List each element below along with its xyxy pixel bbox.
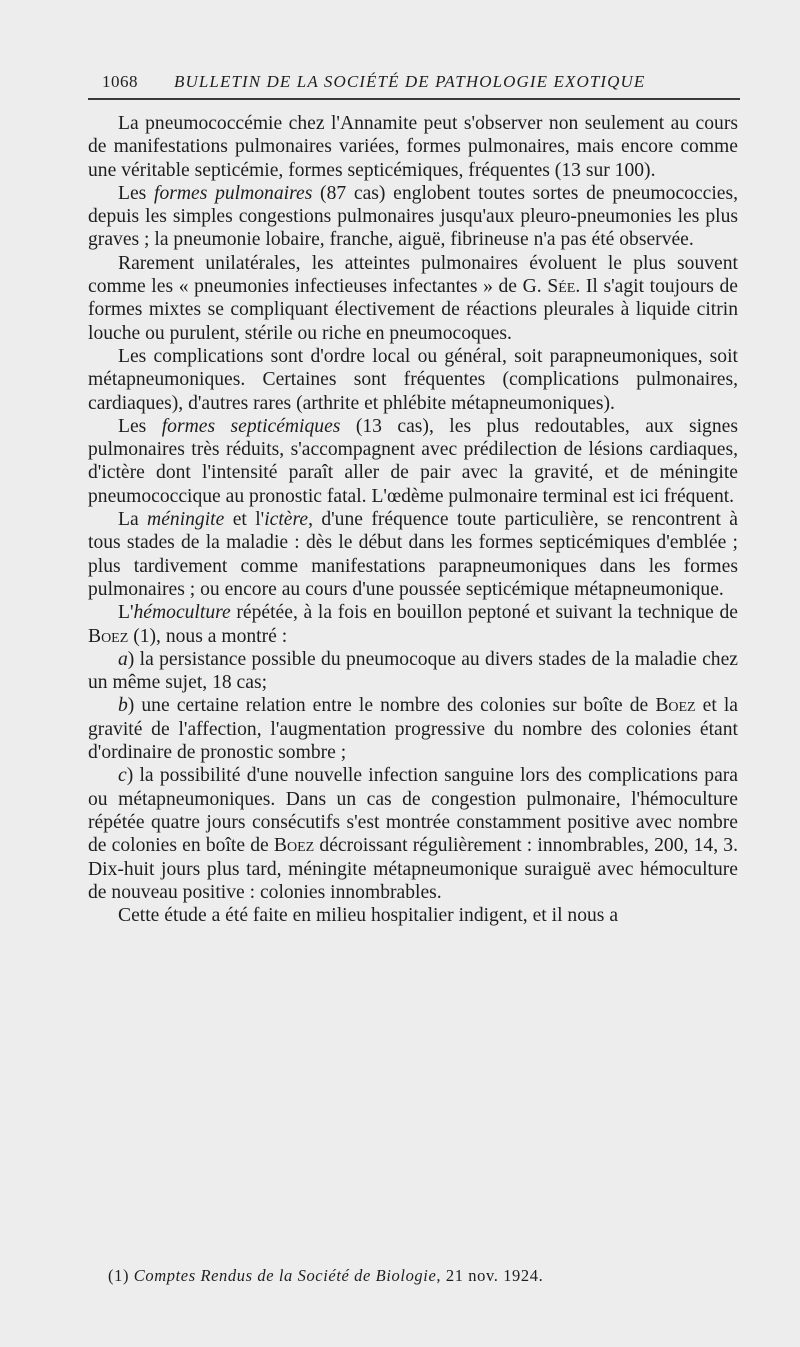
- text-run: (13 cas), les plus redoutables, aux signes pulmonaires très réduits, s'accompagnent avec prédilection de lésions cardiaques, d'ictère dont l'intensité paraît aller de pair avec la gravité, et de méningite pneumococcique au pronostic fatal. L'œdème pulmonaire terminal est ici fréquent.: [88, 415, 738, 507]
- text-run: Les complications sont d'ordre local ou général, soit parapneumoniques, soit métapneumoniques. Certaines sont fréquentes (complications pulmonaires, cardiaques), d'autres rares (arthrite et phlébite métapneumoniques).: [88, 345, 738, 414]
- paragraph: [88, 112, 738, 182]
- text-run: et la gravité de l'affection, l'augmentation progressive du nombre des colonies étant d'ordinaire de pronostic sombre ;: [88, 695, 739, 764]
- paragraph: [88, 648, 738, 695]
- paragraph: [88, 904, 738, 927]
- text-run: La: [118, 509, 148, 531]
- text-run: ) la persistance possible du pneumocoque au divers stades de la maladie chez un même sujet, 18 cas;: [88, 648, 738, 694]
- paragraph: [88, 252, 738, 345]
- text-run: et l': [224, 509, 265, 531]
- emphasis-text: c: [118, 765, 127, 787]
- emphasis-text: ictère: [264, 509, 309, 531]
- emphasis-text: hémoculture: [133, 602, 231, 624]
- text-run: Rarement unilatérales, les atteintes pulmonaires évoluent le plus souvent comme les « pneumonies infectieuses infectantes » de G.: [88, 252, 738, 298]
- text-run: ) une certaine relation entre le nombre des colonies sur boîte de: [127, 695, 656, 717]
- text-run: Les: [118, 415, 162, 437]
- text-run: , d'une fréquence toute particulière, se rencontrent à tous stades de la maladie : dès le début dans les formes septicémiques d'emblée ; plus tardivement comme manifestations parapneumoniques dans les formes pulmonaires ; ou encore au cours d'une poussée septicémique métapneumonique.: [88, 509, 738, 600]
- text-run: répétée, à la fois en bouillon peptoné et suivant la technique de: [230, 602, 738, 624]
- page-number: 1068: [102, 72, 138, 91]
- article-body: [88, 112, 738, 927]
- text-run: (87 cas) englobent toutes sortes de pneumococcies, depuis les simples congestions pulmonaires jusqu'aux pleuro-pneumonies les plus graves ; la pneumonie lobaire, franche, aiguë, fibrineuse n'a pas été observée.: [88, 182, 738, 251]
- emphasis-text: formes pulmonaires: [154, 182, 313, 204]
- paragraph: [88, 415, 738, 508]
- emphasis-text: a: [118, 648, 128, 670]
- running-header: [88, 70, 740, 100]
- text-run: (1), nous a montré :: [128, 625, 288, 647]
- text-run: La pneumococcémie chez l'Annamite peut s'observer non seulement au cours de manifestations pulmonaires variées, formes pulmonaires, mais encore comme une véritable septicémie, formes septicémiques, fréquentes (13 sur 100).: [88, 113, 738, 181]
- text-run: décroissant régulièrement : innombrables, 200, 14, 3. Dix-huit jours plus tard, méningite métapneumonique suraiguë avec hémoculture de nouveau positive : colonies innombrables.: [88, 835, 738, 903]
- journal-title: BULLETIN DE LA SOCIÉTÉ DE PATHOLOGIE EXOTIQUE: [174, 72, 646, 91]
- paragraph: [88, 764, 738, 904]
- author-name: Boez: [273, 835, 315, 857]
- text-run: ) la possibilité d'une nouvelle infection sanguine lors des complications para ou métapneumoniques. Dans un cas de congestion pulmonaire, l'hémoculture répétée quatre jours consécutifs s'est montrée constamment positive avec nombre de colonies en boîte de: [88, 765, 738, 857]
- footnote-title: Comptes Rendus de la Société de Biologie: [133, 1266, 437, 1285]
- footnote-marker: (1): [108, 1266, 130, 1285]
- text-run: L': [118, 602, 134, 624]
- text-run: Les: [118, 182, 155, 204]
- emphasis-text: b: [118, 695, 128, 717]
- footnote: [108, 1266, 738, 1286]
- author-name: Boez: [655, 695, 696, 717]
- paragraph: [88, 345, 738, 415]
- text-run: Cette étude a été faite en milieu hospitalier indigent, et il nous a: [118, 905, 619, 927]
- footnote-date: , 21 nov. 1924.: [436, 1266, 544, 1285]
- paragraph: [88, 508, 738, 601]
- emphasis-text: méningite: [147, 509, 225, 531]
- author-name: Boez: [88, 625, 129, 647]
- text-run: . Il s'agit toujours de formes mixtes se compliquant électivement de réactions pleurales à liquide citrin louche ou purulent, stérile ou riche en pneumocoques.: [88, 276, 739, 344]
- paragraph: [88, 601, 738, 648]
- paragraph: [88, 182, 738, 252]
- author-name: Sée: [547, 276, 576, 298]
- emphasis-text: formes septicémiques: [161, 415, 341, 437]
- paragraph: [88, 694, 738, 764]
